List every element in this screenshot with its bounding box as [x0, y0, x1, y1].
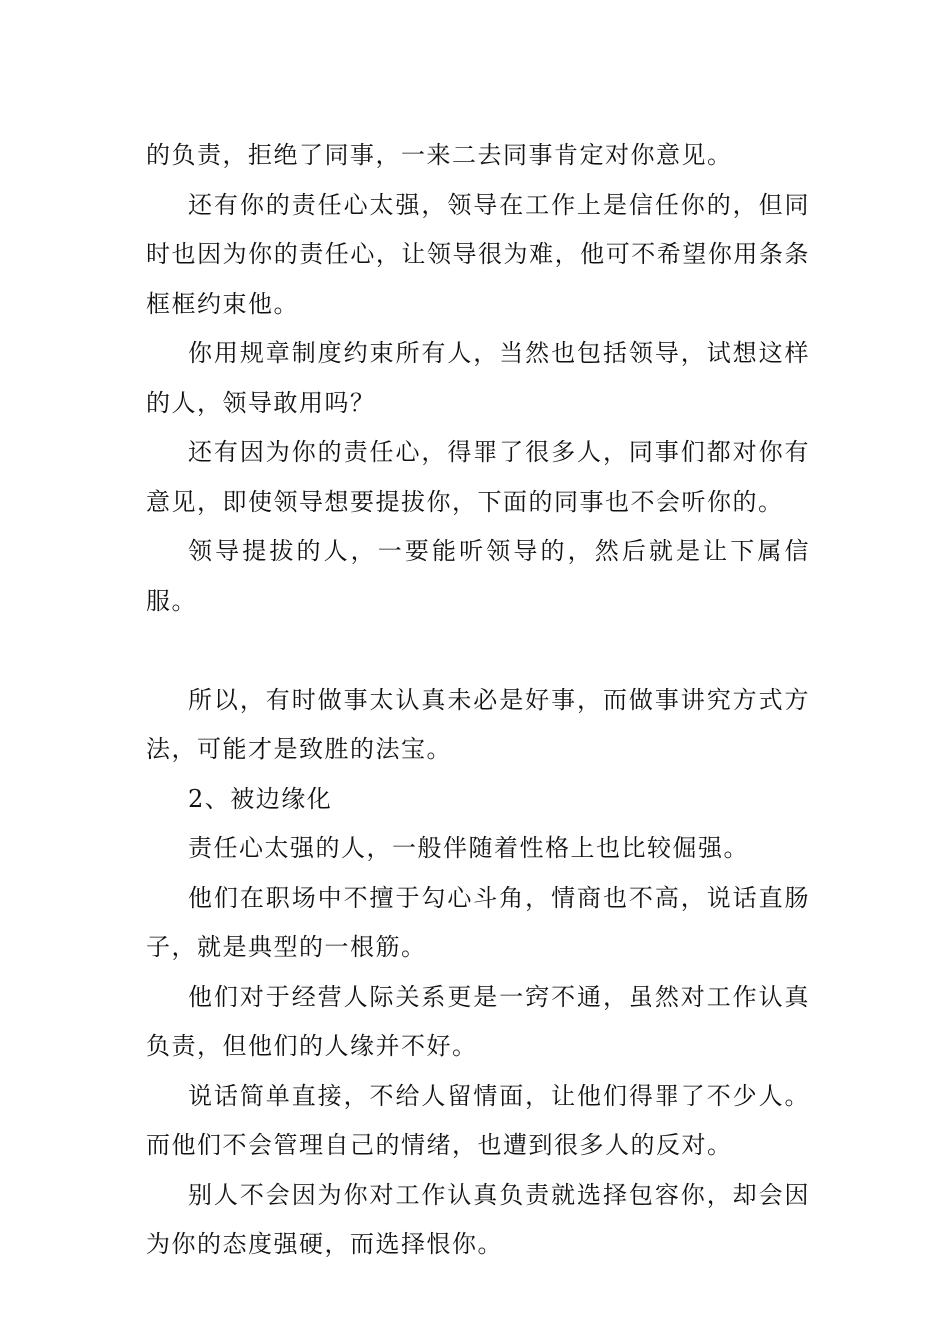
paragraph: 领导提拔的人，一要能听领导的，然后就是让下属信服。: [146, 537, 810, 615]
paragraph: 还有因为你的责任心，得罪了很多人，同事们都对你有意见，即使领导想要提拔你，下面的同事也不会听你的。: [146, 438, 810, 516]
paragraph: 说话简单直接，不给人留情面，让他们得罪了不少人。而他们不会管理自己的情绪，也遭到很多人的反对。: [146, 1081, 810, 1159]
paragraph: 他们对于经营人际关系更是一窍不通，虽然对工作认真负责，但他们的人缘并不好。: [146, 982, 810, 1060]
paragraph: 所以，有时做事太认真未必是好事，而做事讲究方式方法，可能才是致胜的法宝。: [146, 685, 810, 763]
document-body: [146, 131, 810, 1270]
section-heading: 2、被边缘化: [188, 784, 333, 813]
paragraph: 你用规章制度约束所有人，当然也包括领导，试想这样的人，领导敢用吗？: [146, 339, 810, 417]
paragraph-continuation: 的负责，拒绝了同事，一来二去同事肯定对你意见。: [146, 141, 733, 169]
paragraph: 责任心太强的人，一般伴随着性格上也比较倔强。: [188, 834, 749, 862]
paragraph: 别人不会因为你对工作认真负责就选择包容你，却会因为你的态度强硬，而选择恨你。: [146, 1180, 810, 1258]
paragraph: 他们在职场中不擅于勾心斗角，情商也不高，说话直肠子，就是典型的一根筋。: [146, 883, 810, 961]
paragraph: 还有你的责任心太强，领导在工作上是信任你的，但同时也因为你的责任心，让领导很为难，他可不希望你用条条框框约束他。: [146, 190, 810, 318]
